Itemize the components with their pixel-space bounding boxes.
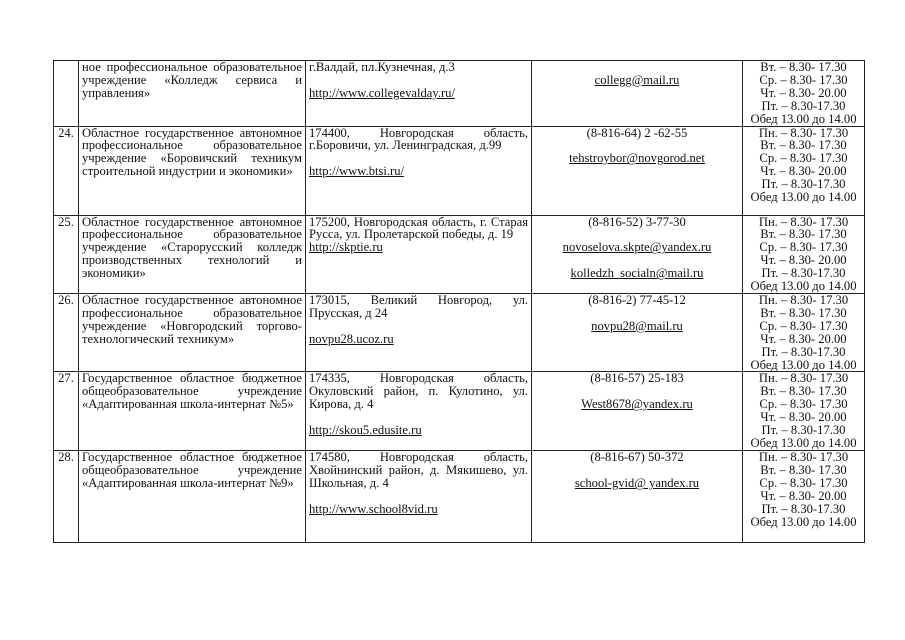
organization-name: Государственное областное бюджетное общеобразовательное учреждение «Адаптированная школа-интернат №9» <box>79 451 306 543</box>
contacts-cell <box>532 293 743 371</box>
schedule-line: Пт. – 8.30-17.30 <box>761 177 846 192</box>
organization-name: ное профессиональное образовательное учреждение «Колледж сервиса и управления» <box>79 61 306 127</box>
contacts-cell <box>532 61 743 127</box>
schedule-line: Ср. – 8.30- 17.30 <box>759 240 848 255</box>
schedule-cell <box>743 372 865 451</box>
schedule-line: Вт. – 8.30- 17.30 <box>760 463 847 478</box>
schedule-line: Обед 13.00 до 14.00 <box>750 190 857 205</box>
table-row <box>54 293 865 371</box>
table-row <box>54 451 865 543</box>
schedule-line: Пн. – 8.30- 17.30 <box>758 214 849 229</box>
address-text: 174400, Новгородская область, г.Боровичи, ул. Ленинградская, д.99 <box>309 125 528 153</box>
organization-name: Областное государственное автономное профессиональное образовательное учреждение «Старорусский колледж производственных технологий и экономики» <box>79 215 306 293</box>
email-link[interactable]: tehstroybor@novgorod.net <box>569 151 705 166</box>
schedule-line: Ср. – 8.30- 17.30 <box>759 72 848 87</box>
website-link[interactable]: http://www.collegevalday.ru/ <box>309 85 455 100</box>
schedule-line: Чт. – 8.30- 20.00 <box>760 489 847 504</box>
row-number <box>54 61 79 127</box>
address-cell <box>306 451 532 543</box>
schedule-line: Ср. – 8.30- 17.30 <box>759 397 848 412</box>
address-cell <box>306 372 532 451</box>
address-text: 174335, Новгородская область, Окуловский район, п. Кулотино, ул. Кирова, д. 4 <box>309 371 528 412</box>
phone-number: (8-816-52) 3-77-30 <box>588 214 686 229</box>
email-link[interactable]: novpu28@mail.ru <box>591 318 683 333</box>
contacts-cell <box>532 451 743 543</box>
table-row <box>54 215 865 293</box>
email-link[interactable]: school-gvid@ yandex.ru <box>574 476 700 491</box>
row-number: 24. <box>54 126 79 215</box>
contacts-cell <box>532 215 743 293</box>
address-cell <box>306 126 532 215</box>
table-row <box>54 126 865 215</box>
schedule-cell <box>743 126 865 215</box>
phone-number: (8-816-2) 77-45-12 <box>588 292 686 307</box>
schedule-cell <box>743 215 865 293</box>
organization-name: Областное государственное автономное профессиональное образовательное учреждение «Новгородский торгово-технологический техникум» <box>79 293 306 371</box>
phone-number: (8-816-64) 2 -62-55 <box>586 125 688 140</box>
schedule-line: Ср. – 8.30- 17.30 <box>759 318 848 333</box>
schedule-line: Обед 13.00 до 14.00 <box>750 435 857 450</box>
schedule-cell <box>743 293 865 371</box>
contacts-cell <box>532 126 743 215</box>
website-link[interactable]: http://skptie.ru <box>309 240 383 255</box>
schedule-line: Пн. – 8.30- 17.30 <box>758 450 849 465</box>
email-link[interactable]: kolledzh_socialn@mail.ru <box>570 266 704 281</box>
address-text: 175200, Новгородская область, г. Старая Русса, ул. Пролетарской победы, д. 19 <box>309 214 528 242</box>
schedule-line: Пт. – 8.30-17.30 <box>761 98 846 113</box>
address-cell <box>306 61 532 127</box>
schedule-line: Чт. – 8.30- 20.00 <box>760 331 847 346</box>
schedule-line: Вт. – 8.30- 17.30 <box>760 60 847 74</box>
address-cell <box>306 293 532 371</box>
schedule-cell <box>743 61 865 127</box>
website-link[interactable]: http://www.school8vid.ru <box>309 502 438 517</box>
schedule-line: Чт. – 8.30- 20.00 <box>760 410 847 425</box>
email-link[interactable]: collegg@mail.ru <box>594 73 680 87</box>
email-link[interactable]: West8678@yandex.ru <box>581 397 693 412</box>
address-text: г.Валдай, пл.Кузнечная, д.3 <box>309 60 455 74</box>
schedule-line: Вт. – 8.30- 17.30 <box>760 384 847 399</box>
row-number: 25. <box>54 215 79 293</box>
schedule-line: Ср. – 8.30- 17.30 <box>759 476 848 491</box>
organization-name: Областное государственное автономное профессиональное образовательное учреждение «Боровичский техникум строительной индустрии и экономики» <box>79 126 306 215</box>
table-row <box>54 61 865 127</box>
schedule-line: Вт. – 8.30- 17.30 <box>760 227 847 242</box>
schedule-line: Обед 13.00 до 14.00 <box>750 514 857 529</box>
phone-number: (8-816-67) 50-372 <box>590 450 684 465</box>
schedule-line: Пн. – 8.30- 17.30 <box>758 292 849 307</box>
row-number: 26. <box>54 293 79 371</box>
address-text: 173015, Великий Новгород, ул. Прусская, д 24 <box>309 292 528 320</box>
organization-name: Государственное областное бюджетное общеобразовательное учреждение «Адаптированная школа-интернат №5» <box>79 372 306 451</box>
schedule-line: Пт. – 8.30-17.30 <box>761 266 846 281</box>
schedule-line: Чт. – 8.30- 20.00 <box>760 253 847 268</box>
schedule-line: Пт. – 8.30-17.30 <box>761 423 846 438</box>
website-link[interactable]: http://skou5.edusite.ru <box>309 423 422 438</box>
schedule-line: Пн. – 8.30- 17.30 <box>758 371 849 386</box>
schedule-line: Пт. – 8.30-17.30 <box>761 502 846 517</box>
schedule-line: Чт. – 8.30- 20.00 <box>760 164 847 179</box>
table-row <box>54 372 865 451</box>
row-number: 27. <box>54 372 79 451</box>
schedule-line: Чт. – 8.30- 20.00 <box>760 85 847 100</box>
schedule-line: Вт. – 8.30- 17.30 <box>760 305 847 320</box>
website-link[interactable]: novpu28.ucoz.ru <box>309 331 394 346</box>
schedule-line: Вт. – 8.30- 17.30 <box>760 138 847 153</box>
schedule-line: Ср. – 8.30- 17.30 <box>759 151 848 166</box>
schedule-line: Пн. – 8.30- 17.30 <box>758 125 849 140</box>
email-link[interactable]: novoselova.skpte@yandex.ru <box>562 240 712 255</box>
row-number: 28. <box>54 451 79 543</box>
contacts-cell <box>532 372 743 451</box>
address-cell <box>306 215 532 293</box>
website-link[interactable]: http://www.btsi.ru/ <box>309 164 405 179</box>
schedule-line: Пт. – 8.30-17.30 <box>761 344 846 359</box>
phone-number: (8-816-57) 25-183 <box>590 371 684 386</box>
institutions-table <box>53 60 865 543</box>
address-text: 174580, Новгородская область, Хвойнинский район, д. Мякишево, ул. Школьная, д. 4 <box>309 450 528 491</box>
schedule-cell <box>743 451 865 543</box>
schedule-line: Обед 13.00 до 14.00 <box>750 279 857 294</box>
schedule-line: Обед 13.00 до 14.00 <box>750 111 857 126</box>
schedule-line: Обед 13.00 до 14.00 <box>750 357 857 372</box>
